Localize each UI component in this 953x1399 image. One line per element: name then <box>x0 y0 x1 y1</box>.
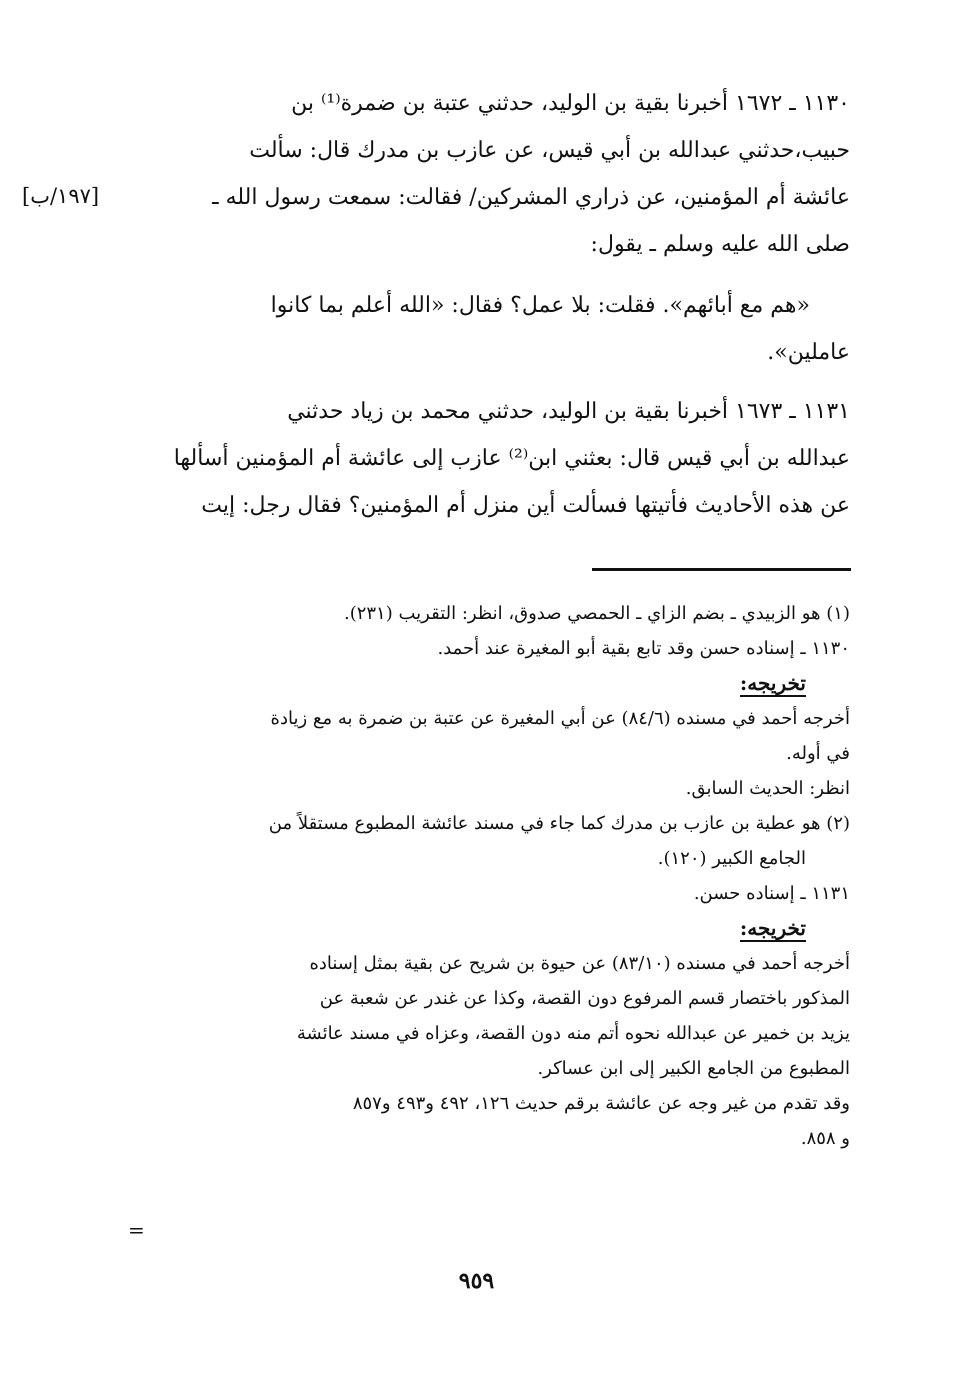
hadith-line: عاملين». <box>767 340 850 365</box>
hadith-line: عن هذه الأحاديث فأتيتها فسألت أين منزل أم المؤمنين؟ فقال رجل: إيت <box>201 493 850 518</box>
page-number: ٩٥٩ <box>458 1268 495 1294</box>
footnote-line: المذكور باختصار قسم المرفوع دون القصة، وكذا عن غندر عن شعبة عن <box>319 988 850 1009</box>
hadith-line: ١١٣٠ ـ ١٦٧٢ أخبرنا بقية بن الوليد، حدثني عتبة بن ضمرة⁽¹⁾ بن <box>291 91 850 116</box>
hadith-line: عبدالله بن أبي قيس قال: بعثني ابن⁽²⁾ عازب إلى عائشة أم المؤمنين أسألها <box>173 446 850 471</box>
footnote-line: وقد تقدم من غير وجه عن عائشة برقم حديث ١٢٦، ٤٩٢ و٤٩٣ و٨٥٧ <box>352 1093 850 1114</box>
continuation-mark: = <box>128 1218 145 1242</box>
manuscript-folio-ref: [١٩٧/ب] <box>22 184 100 208</box>
takhrij-heading <box>132 911 850 946</box>
hadith-line: عائشة أم المؤمنين، عن ذراري المشركين/ فقالت: سمعت رسول الله ـ <box>212 185 850 210</box>
hadith-1131 <box>132 388 850 529</box>
takhrij-heading <box>132 666 850 701</box>
hadith-line: «هم مع أبائهم». فقلت: بلا عمل؟ فقال: «الله أعلم بما كانوا <box>270 293 810 318</box>
footnote-line: أخرجه أحمد في مسنده (٨٤/٦) عن أبي المغيرة عن عتبة بن ضمرة به مع زيادة <box>270 708 850 729</box>
hadith-line: صلى الله عليه وسلم ـ يقول: <box>590 232 850 257</box>
footnote-line: و ٨٥٨. <box>800 1128 850 1149</box>
footnote-line: (٢) هو عطية بن عازب بن مدرك كما جاء في مسند عائشة المطبوع مستقلاً من <box>268 813 850 834</box>
footnote-line: ١١٣٠ ـ إسناده حسن وقد تابع بقية أبو المغيرة عند أحمد. <box>437 638 850 659</box>
takhrij-heading-text: تخريجه: <box>739 916 806 940</box>
footnote-line: يزيد بن خمير عن عبدالله نحوه أتم منه دون القصة، وعزاه في مسند عائشة <box>296 1023 850 1044</box>
footnote-line: الجامع الكبير (١٢٠). <box>657 848 806 869</box>
footnote-line: (١) هو الزبيدي ـ بضم الزاي ـ الحمصي صدوق، انظر: التقريب (٢٣١). <box>343 603 850 624</box>
hadith-1130 <box>132 80 850 268</box>
footnote-line: أخرجه أحمد في مسنده (٨٣/١٠) عن حيوة بن شريح عن بقية بمثل إسناده <box>309 953 850 974</box>
footnote-separator <box>592 568 851 571</box>
hadith-1130-quote <box>132 282 850 376</box>
hadith-line: ١١٣١ ـ ١٦٧٣ أخبرنا بقية بن الوليد، حدثني محمد بن زياد حدثني <box>287 399 850 424</box>
footnotes <box>132 596 850 1156</box>
footnote-line: ١١٣١ ـ إسناده حسن. <box>693 883 850 904</box>
footnote-line: المطبوع من الجامع الكبير إلى ابن عساكر. <box>537 1058 850 1079</box>
footnote-line: في أوله. <box>786 743 850 764</box>
hadith-line: حبيب،حدثني عبدالله بن أبي قيس، عن عازب بن مدرك قال: سألت <box>249 138 850 163</box>
takhrij-heading-text: تخريجه: <box>739 671 806 695</box>
footnote-line: انظر: الحديث السابق. <box>685 778 850 799</box>
